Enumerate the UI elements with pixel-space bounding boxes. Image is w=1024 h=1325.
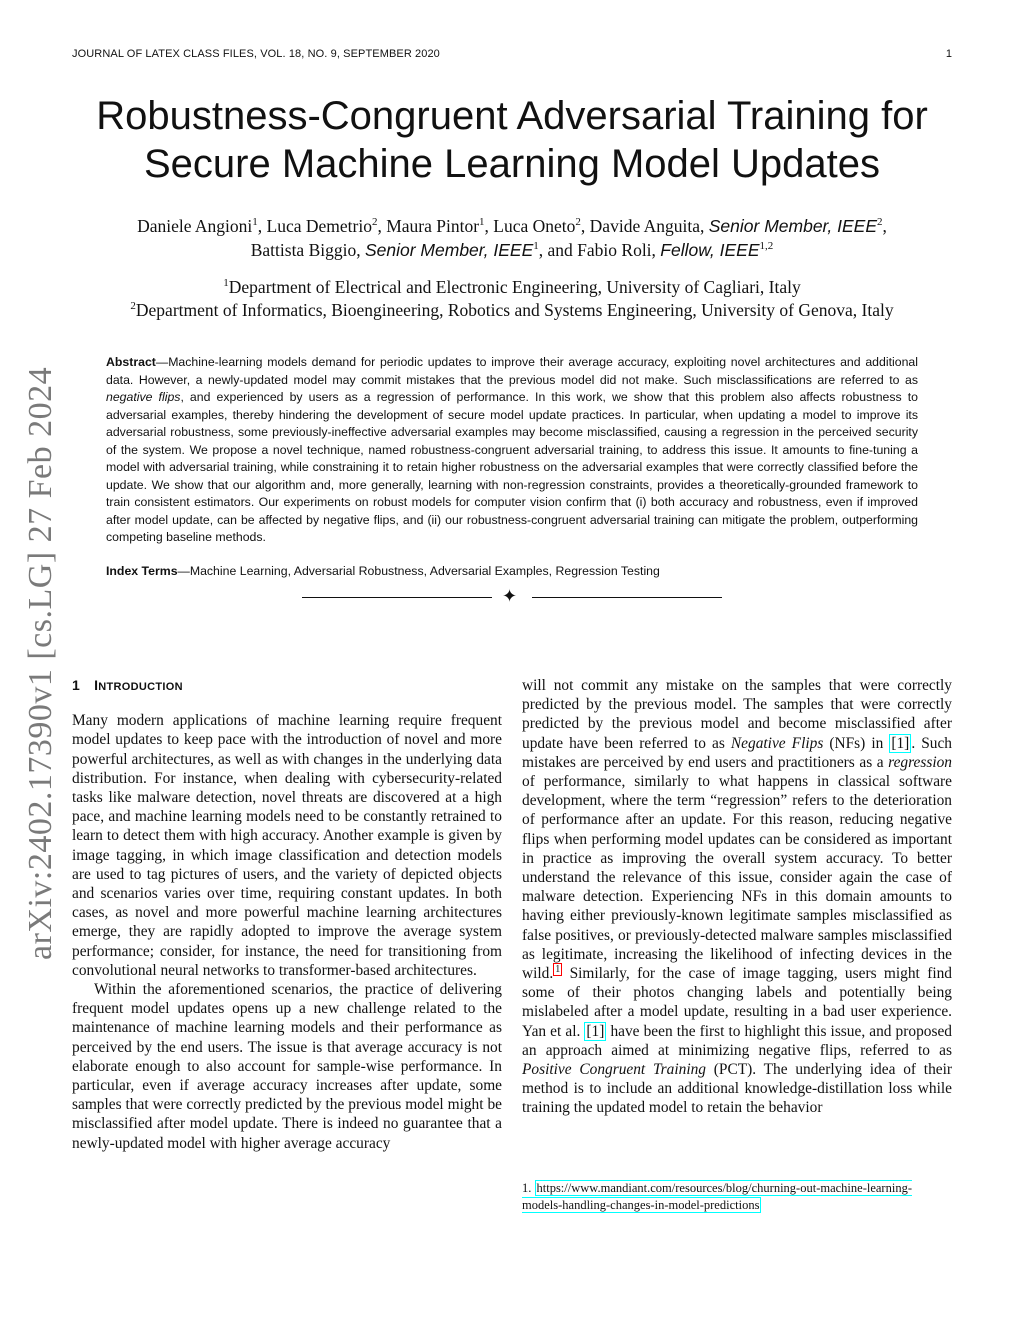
separator-diamond-icon: ✦ [502, 586, 518, 606]
author-affil-sup: 1 [533, 240, 539, 253]
title-line-2: Secure Machine Learning Model Updates [144, 142, 880, 186]
paper-title [60, 92, 964, 188]
separator-rule-left [302, 597, 492, 598]
citation-link-2[interactable]: [1] [586, 1022, 605, 1040]
author-name: Luca Demetrio [266, 216, 372, 236]
section-number: 1 [72, 677, 81, 693]
title-line-1: Robustness-Congruent Adversarial Training for [96, 94, 928, 138]
author-name: Daniele Angioni [137, 216, 253, 236]
arxiv-identifier-stamp: arXiv:2402.17390v1 [cs.LG] 27 Feb 2024 [22, 366, 59, 960]
affiliation-text: Department of Electrical and Electronic Engineering, University of Cagliari, Italy [228, 277, 801, 297]
author-list: Daniele Angioni$^1$, Luca Demetrio$^2$, Maura Pintor$^1$, Luca Oneto$^2$, Davide Anguita, Senior Member, IEEE$^2$, Battista Biggio, Senior Member, IEEE$^1$, and Fabio Roli, Fellow, IEEE$^{1,2}$ [137, 216, 887, 260]
abstract-text-2: , and experienced by users as a regression of performance. In this work, we show that this problem also affects robustness to adversarial examples, thereby hindering the development of secure model update practices. In particular, when updating a model to improve its adversarial robustness, some previously-ineffective adversarial examples may become misclassified, causing a regression in the perceived security of the system. We propose a novel technique, named robustness-congruent adversarial training, to address this issue. It amounts to fine-tuning a model with adversarial training, while constraining it to retain higher robustness on the adversarial examples that were correctly classified before the update. We show that our algorithm and, more generally, learning with non-regression constraints, provides a theoretically-grounded framework to train consistent estimators. Our experiments on robust models for computer vision confirm that (i) both accuracy and robustness, even if improved after model update, can be affected by negative flips, and (ii) our robustness-congruent adversarial training can mitigate the problem, outperforming competing baseline methods. [106, 390, 918, 544]
author-title: Senior Member, IEEE [708, 216, 878, 236]
emphasis-pct: Positive Congruent Training [522, 1061, 707, 1079]
footnote-number: 1. [522, 1181, 532, 1195]
section-title-rest: NTRODUCTION [98, 681, 183, 693]
author-affil-sup: 1 [479, 216, 485, 229]
abstract [106, 354, 918, 547]
author-title: Senior Member, IEEE [364, 240, 534, 260]
right-column [522, 676, 952, 1118]
author-name: Maura Pintor [386, 216, 480, 236]
abstract-emphasis: negative flips [106, 390, 181, 404]
intro-paragraph-3 [522, 676, 952, 1118]
intro-paragraph-2: Within the aforementioned scenarios, the practice of delivering frequent model updates opens up a new challenge related to the maintenance of machine learning models and their performance as perceived by the end users. The issue is that average accuracy is not elaborate enough to also account for sample-wise performance. In particular, even if average accuracy increases after update, some samples that were correctly predicted by the previous model might be misclassified after model update. There is indeed no guarantee that a newly-updated model with higher average accuracy [72, 981, 502, 1152]
author-name: and Fabio Roli, [547, 240, 656, 260]
author-affil-sup: 1 [252, 216, 258, 229]
text-run: (PCT). The underlying idea of their method is to include an additional knowledge-distillation loss while training the updated model to retain the behavior [522, 1061, 952, 1117]
section-heading-introduction [72, 676, 502, 697]
footnote [522, 1180, 952, 1214]
footnote-url-link[interactable]: https://www.mandiant.com/resources/blog/churning-out-machine-learning-models-handling-changes-in-model-predictions [522, 1181, 912, 1212]
abstract-text-1: —Machine-learning models demand for periodic updates to improve their average accuracy, exploiting novel architectures and additional data. However, a newly-updated model may commit mistakes that the previous model did not make. Such misclassifications are referred to as [106, 355, 918, 387]
footnote-ref-link[interactable]: 1 [555, 963, 561, 975]
text-run: Similarly, for the case of image tagging, users might find some of their photos changing labels and potentially being mislabeled after a model update, resulting in a bad user experience. Yan et al. [522, 965, 952, 1040]
affiliation-1 [40, 276, 984, 299]
text-run: will not commit any mistake on the samples that were correctly predicted by the previous model. The samples that were correctly predicted by the previous model and become misclassified after update have been referred to as [522, 677, 952, 752]
left-column [72, 676, 502, 1153]
text-run: . Such mistakes are perceived by end users and practitioners as a [522, 734, 952, 771]
affiliation-text: Department of Informatics, Bioengineering, Robotics and Systems Engineering, University of Genova, Italy [135, 300, 894, 320]
author-affil-sup: 1,2 [759, 240, 774, 253]
citation-link-1[interactable]: [1] [891, 734, 910, 752]
author-affil-sup: 2 [371, 216, 378, 229]
author-affil-sup: 2 [575, 216, 581, 229]
author-name: Luca Oneto [493, 216, 576, 236]
text-run: have been the first to highlight this issue, and proposed an approach aimed at minimizing negative flips, referred to as [522, 1022, 952, 1059]
affiliation-sup: 1 [223, 277, 229, 290]
author-name: Davide Anguita, [589, 216, 705, 236]
section-title-cap: I [94, 677, 99, 693]
affiliation-2 [40, 299, 984, 322]
text-run: of performance, similarly to what happens in classical software development, where the term “regression” refers to the deterioration of performance after an update. For this reason, reducing negative flips when performing model updates can be considered as important in practice as improving the overall system accuracy. To better understand the relevance of this issue, consider again the case of malware detection. Experiencing NFs in this domain amounts to having either previously-known legitimate samples misclassified as false positives, or previously-detected malware samples misclassified as legitimate, increasing the likelihood of infecting devices in the wild. [522, 773, 952, 983]
author-title: Fellow, IEEE [660, 240, 760, 260]
abstract-label: Abstract [106, 355, 156, 369]
author-affil-sup: 2 [877, 216, 883, 229]
emphasis-regression: regression [888, 753, 952, 771]
index-terms-text: —Machine Learning, Adversarial Robustness, Adversarial Examples, Regression Testing [177, 564, 660, 578]
running-head: JOURNAL OF LATEX CLASS FILES, VOL. 18, NO. 9, SEPTEMBER 2020 [72, 48, 440, 60]
affiliation-list [40, 276, 984, 322]
affiliation-sup: 2 [130, 300, 136, 313]
separator-rule-right [532, 597, 722, 598]
emphasis-negative-flips: Negative Flips [730, 734, 824, 752]
text-run: (NFs) in [823, 734, 890, 752]
index-terms-label: Index Terms [106, 564, 178, 578]
index-terms [106, 563, 918, 580]
section-separator [302, 588, 722, 608]
page-number: 1 [945, 48, 952, 60]
author-name: Battista Biggio, [250, 240, 361, 260]
intro-paragraph-1: Many modern applications of machine learning require frequent model updates to keep pace with the introduction of novel and more powerful architectures, as well as with changes in the underlying data distribution. For instance, when dealing with cybersecurity-related tasks like malware detection, novel threats are discovered at a high pace, and machine learning models need to be constantly retrained to learn to detect them with high accuracy. Another example is given by image tagging, in which image classification and detection models are used to tag pictures of users, and the variety of depicted objects and scenarios varies over time, requiring constant updates. In both cases, as novel and more powerful machine learning architectures emerge, they are rapidly adopted to improve the average system performance; consider, for instance, the need for transitioning from convolutional neural networks to transformer-based architectures. [72, 712, 502, 979]
